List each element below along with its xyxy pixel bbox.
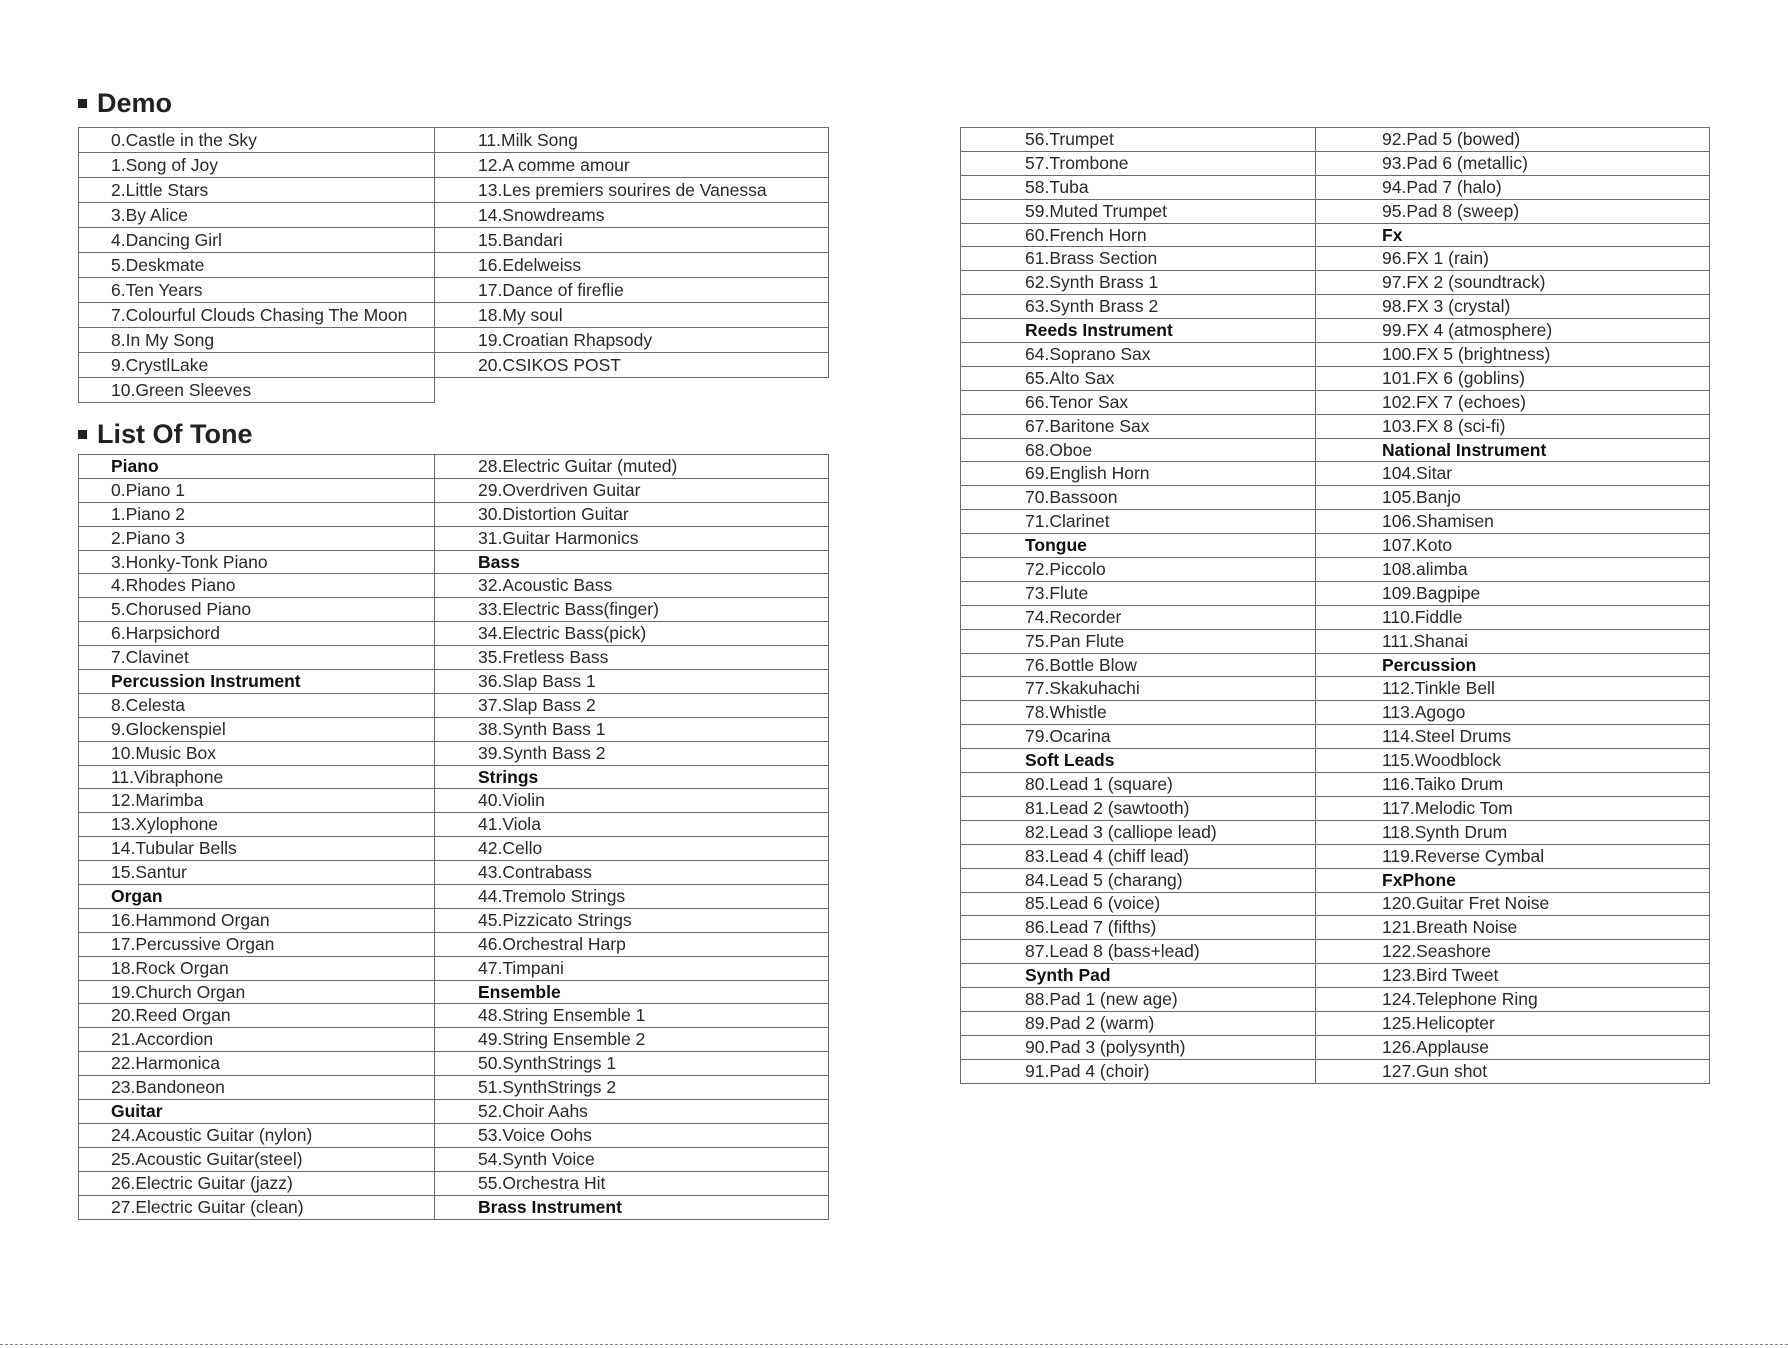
table-row (79, 303, 829, 328)
table-cell: 101.FX 6 (goblins) (1316, 366, 1710, 390)
table-cell: 71.Clarinet (961, 510, 1316, 534)
table-cell: 21.Accordion (79, 1028, 435, 1052)
table-cell: 57.Trombone (961, 151, 1316, 175)
table-cell: 20.Reed Organ (79, 1004, 435, 1028)
table-row (961, 199, 1710, 223)
table-cell: 9.CrystlLake (79, 353, 435, 378)
table-row (79, 670, 829, 694)
table-cell: 4.Rhodes Piano (79, 574, 435, 598)
table-cell: 97.FX 2 (soundtrack) (1316, 271, 1710, 295)
page-edge-line (0, 1344, 1788, 1345)
table-row (79, 128, 829, 153)
table-cell: 38.Synth Bass 1 (435, 717, 829, 741)
table-cell: 7.Colourful Clouds Chasing The Moon (79, 303, 435, 328)
table-cell: 29.Overdriven Guitar (435, 478, 829, 502)
table-cell: 2.Little Stars (79, 178, 435, 203)
table-row (79, 646, 829, 670)
table-cell: 123.Bird Tweet (1316, 964, 1710, 988)
table-row (79, 1195, 829, 1219)
table-cell: 115.Woodblock (1316, 749, 1710, 773)
table-row (79, 741, 829, 765)
table-row (961, 940, 1710, 964)
table-row (961, 175, 1710, 199)
table-cell: 80.Lead 1 (square) (961, 773, 1316, 797)
tone-table-right (960, 127, 1710, 1084)
category-header-cell: Reeds Instrument (961, 319, 1316, 343)
table-cell: 67.Baritone Sax (961, 414, 1316, 438)
table-row (961, 295, 1710, 319)
table-row (79, 478, 829, 502)
table-cell: 126.Applause (1316, 1035, 1710, 1059)
table-row (961, 844, 1710, 868)
table-cell: 78.Whistle (961, 701, 1316, 725)
table-cell: 4.Dancing Girl (79, 228, 435, 253)
table-row (79, 813, 829, 837)
table-cell: 122.Seashore (1316, 940, 1710, 964)
table-row (79, 622, 829, 646)
table-cell: 19.Church Organ (79, 980, 435, 1004)
table-cell: 59.Muted Trumpet (961, 199, 1316, 223)
table-row (79, 574, 829, 598)
table-row (961, 701, 1710, 725)
table-cell: 95.Pad 8 (sweep) (1316, 199, 1710, 223)
category-header-cell: Strings (435, 765, 829, 789)
table-row (961, 868, 1710, 892)
table-cell: 47.Timpani (435, 956, 829, 980)
table-cell: 125.Helicopter (1316, 1011, 1710, 1035)
table-cell: 81.Lead 2 (sawtooth) (961, 796, 1316, 820)
table-cell: 6.Harpsichord (79, 622, 435, 646)
table-row (79, 502, 829, 526)
table-cell: 61.Brass Section (961, 247, 1316, 271)
table-cell: 66.Tenor Sax (961, 390, 1316, 414)
table-cell: 9.Glockenspiel (79, 717, 435, 741)
table-cell: 105.Banjo (1316, 486, 1710, 510)
table-row (961, 390, 1710, 414)
table-cell: 111.Shanai (1316, 629, 1710, 653)
table-row (961, 271, 1710, 295)
table-cell: 56.Trumpet (961, 128, 1316, 152)
table-cell: 0.Piano 1 (79, 478, 435, 502)
table-cell: 55.Orchestra Hit (435, 1171, 829, 1195)
table-cell: 85.Lead 6 (voice) (961, 892, 1316, 916)
table-cell: 100.FX 5 (brightness) (1316, 343, 1710, 367)
table-cell: 83.Lead 4 (chiff lead) (961, 844, 1316, 868)
table-row (79, 789, 829, 813)
table-cell: 8.Celesta (79, 693, 435, 717)
table-row (961, 1059, 1710, 1083)
table-cell: 28.Electric Guitar (muted) (435, 455, 829, 479)
table-cell: 68.Oboe (961, 438, 1316, 462)
table-row (961, 319, 1710, 343)
table-row (79, 598, 829, 622)
table-cell: 102.FX 7 (echoes) (1316, 390, 1710, 414)
table-cell: 18.My soul (435, 303, 829, 328)
table-cell: 91.Pad 4 (choir) (961, 1059, 1316, 1083)
table-cell: 119.Reverse Cymbal (1316, 844, 1710, 868)
table-cell: 7.Clavinet (79, 646, 435, 670)
tone-table-left (78, 454, 829, 1220)
table-row (79, 1076, 829, 1100)
table-cell: 11.Milk Song (435, 128, 829, 153)
category-header-cell: Guitar (79, 1100, 435, 1124)
table-cell: 77.Skakuhachi (961, 677, 1316, 701)
table-cell: 92.Pad 5 (bowed) (1316, 128, 1710, 152)
table-cell: 84.Lead 5 (charang) (961, 868, 1316, 892)
table-row (961, 892, 1710, 916)
category-header-cell: National Instrument (1316, 438, 1710, 462)
category-header-cell: Soft Leads (961, 749, 1316, 773)
table-row (961, 486, 1710, 510)
table-cell: 49.String Ensemble 2 (435, 1028, 829, 1052)
table-cell: 52.Choir Aahs (435, 1100, 829, 1124)
tone-heading (78, 419, 253, 450)
table-cell: 8.In My Song (79, 328, 435, 353)
table-row (961, 749, 1710, 773)
category-header-cell: FxPhone (1316, 868, 1710, 892)
empty-cell (435, 378, 829, 403)
table-cell: 58.Tuba (961, 175, 1316, 199)
table-row (961, 773, 1710, 797)
table-row (961, 653, 1710, 677)
table-cell: 69.English Horn (961, 462, 1316, 486)
table-row (79, 153, 829, 178)
table-cell: 37.Slap Bass 2 (435, 693, 829, 717)
table-cell: 46.Orchestral Harp (435, 932, 829, 956)
table-cell: 113.Agogo (1316, 701, 1710, 725)
table-cell: 72.Piccolo (961, 558, 1316, 582)
table-row (961, 581, 1710, 605)
table-cell: 127.Gun shot (1316, 1059, 1710, 1083)
table-row (79, 1028, 829, 1052)
table-cell: 10.Music Box (79, 741, 435, 765)
table-cell: 124.Telephone Ring (1316, 988, 1710, 1012)
table-cell: 94.Pad 7 (halo) (1316, 175, 1710, 199)
table-cell: 73.Flute (961, 581, 1316, 605)
table-cell: 0.Castle in the Sky (79, 128, 435, 153)
table-row (961, 534, 1710, 558)
demo-heading (78, 88, 172, 119)
category-header-cell: Tongue (961, 534, 1316, 558)
table-row (961, 558, 1710, 582)
table-cell: 108.alimba (1316, 558, 1710, 582)
table-cell: 6.Ten Years (79, 278, 435, 303)
category-header-cell: Synth Pad (961, 964, 1316, 988)
table-cell: 26.Electric Guitar (jazz) (79, 1171, 435, 1195)
table-row (79, 837, 829, 861)
table-cell: 87.Lead 8 (bass+lead) (961, 940, 1316, 964)
table-cell: 50.SynthStrings 1 (435, 1052, 829, 1076)
table-row (79, 956, 829, 980)
table-cell: 48.String Ensemble 1 (435, 1004, 829, 1028)
table-row (961, 438, 1710, 462)
table-cell: 13.Les premiers sourires de Vanessa (435, 178, 829, 203)
table-cell: 112.Tinkle Bell (1316, 677, 1710, 701)
table-cell: 30.Distortion Guitar (435, 502, 829, 526)
table-cell: 15.Santur (79, 861, 435, 885)
table-cell: 12.Marimba (79, 789, 435, 813)
table-cell: 12.A comme amour (435, 153, 829, 178)
table-row (961, 151, 1710, 175)
table-row (79, 717, 829, 741)
table-cell: 99.FX 4 (atmosphere) (1316, 319, 1710, 343)
table-row (79, 253, 829, 278)
table-cell: 103.FX 8 (sci-fi) (1316, 414, 1710, 438)
table-cell: 117.Melodic Tom (1316, 796, 1710, 820)
table-cell: 76.Bottle Blow (961, 653, 1316, 677)
table-cell: 3.By Alice (79, 203, 435, 228)
table-row (79, 1100, 829, 1124)
table-row (79, 328, 829, 353)
demo-table (78, 127, 829, 403)
table-cell: 114.Steel Drums (1316, 725, 1710, 749)
table-row (961, 366, 1710, 390)
table-cell: 45.Pizzicato Strings (435, 908, 829, 932)
table-cell: 32.Acoustic Bass (435, 574, 829, 598)
category-header-cell: Percussion (1316, 653, 1710, 677)
table-row (79, 932, 829, 956)
table-row (961, 128, 1710, 152)
table-cell: 86.Lead 7 (fifths) (961, 916, 1316, 940)
table-row (79, 550, 829, 574)
table-cell: 1.Song of Joy (79, 153, 435, 178)
table-cell: 51.SynthStrings 2 (435, 1076, 829, 1100)
table-cell: 64.Soprano Sax (961, 343, 1316, 367)
table-row (961, 462, 1710, 486)
table-cell: 10.Green Sleeves (79, 378, 435, 403)
table-cell: 107.Koto (1316, 534, 1710, 558)
category-header-cell: Piano (79, 455, 435, 479)
category-header-cell: Organ (79, 885, 435, 909)
category-header-cell: Ensemble (435, 980, 829, 1004)
table-row (961, 916, 1710, 940)
table-cell: 106.Shamisen (1316, 510, 1710, 534)
table-cell: 17.Dance of fireflie (435, 278, 829, 303)
table-cell: 27.Electric Guitar (clean) (79, 1195, 435, 1219)
table-cell: 22.Harmonica (79, 1052, 435, 1076)
table-cell: 5.Chorused Piano (79, 598, 435, 622)
table-cell: 65.Alto Sax (961, 366, 1316, 390)
table-cell: 62.Synth Brass 1 (961, 271, 1316, 295)
table-cell: 1.Piano 2 (79, 502, 435, 526)
table-cell: 44.Tremolo Strings (435, 885, 829, 909)
table-cell: 89.Pad 2 (warm) (961, 1011, 1316, 1035)
table-row (79, 1004, 829, 1028)
table-row (79, 526, 829, 550)
table-cell: 16.Edelweiss (435, 253, 829, 278)
table-cell: 121.Breath Noise (1316, 916, 1710, 940)
table-cell: 70.Bassoon (961, 486, 1316, 510)
table-cell: 96.FX 1 (rain) (1316, 247, 1710, 271)
table-row (79, 1171, 829, 1195)
square-bullet-icon (78, 430, 87, 439)
table-row (961, 677, 1710, 701)
table-cell: 54.Synth Voice (435, 1147, 829, 1171)
table-row (79, 885, 829, 909)
table-row (79, 455, 829, 479)
table-cell: 41.Viola (435, 813, 829, 837)
table-row (961, 725, 1710, 749)
table-cell: 24.Acoustic Guitar (nylon) (79, 1123, 435, 1147)
table-cell: 25.Acoustic Guitar(steel) (79, 1147, 435, 1171)
table-row (79, 980, 829, 1004)
table-cell: 75.Pan Flute (961, 629, 1316, 653)
table-row (79, 693, 829, 717)
table-row (961, 820, 1710, 844)
table-cell: 39.Synth Bass 2 (435, 741, 829, 765)
table-cell: 23.Bandoneon (79, 1076, 435, 1100)
table-cell: 116.Taiko Drum (1316, 773, 1710, 797)
table-cell: 14.Tubular Bells (79, 837, 435, 861)
table-cell: 19.Croatian Rhapsody (435, 328, 829, 353)
table-cell: 104.Sitar (1316, 462, 1710, 486)
table-cell: 118.Synth Drum (1316, 820, 1710, 844)
table-cell: 33.Electric Bass(finger) (435, 598, 829, 622)
table-row (79, 178, 829, 203)
table-row (79, 908, 829, 932)
table-row (961, 964, 1710, 988)
table-cell: 43.Contrabass (435, 861, 829, 885)
table-cell: 3.Honky-Tonk Piano (79, 550, 435, 574)
table-cell: 53.Voice Oohs (435, 1123, 829, 1147)
table-cell: 93.Pad 6 (metallic) (1316, 151, 1710, 175)
category-header-cell: Bass (435, 550, 829, 574)
tone-title: List Of Tone (97, 419, 253, 449)
square-bullet-icon (78, 99, 87, 108)
table-row (961, 796, 1710, 820)
table-row (79, 203, 829, 228)
table-row (79, 1147, 829, 1171)
table-cell: 63.Synth Brass 2 (961, 295, 1316, 319)
table-row (961, 247, 1710, 271)
table-row (79, 1123, 829, 1147)
table-row (961, 510, 1710, 534)
table-cell: 16.Hammond Organ (79, 908, 435, 932)
table-row (961, 414, 1710, 438)
table-cell: 36.Slap Bass 1 (435, 670, 829, 694)
table-cell: 31.Guitar Harmonics (435, 526, 829, 550)
table-row (961, 605, 1710, 629)
table-cell: 42.Cello (435, 837, 829, 861)
table-row (79, 378, 829, 403)
table-row (961, 223, 1710, 247)
category-header-cell: Percussion Instrument (79, 670, 435, 694)
table-cell: 98.FX 3 (crystal) (1316, 295, 1710, 319)
table-row (79, 861, 829, 885)
table-cell: 15.Bandari (435, 228, 829, 253)
table-cell: 110.Fiddle (1316, 605, 1710, 629)
table-cell: 79.Ocarina (961, 725, 1316, 749)
table-cell: 90.Pad 3 (polysynth) (961, 1035, 1316, 1059)
table-row (79, 765, 829, 789)
table-row (79, 1052, 829, 1076)
table-cell: 88.Pad 1 (new age) (961, 988, 1316, 1012)
table-cell: 40.Violin (435, 789, 829, 813)
table-cell: 35.Fretless Bass (435, 646, 829, 670)
table-row (79, 228, 829, 253)
table-cell: 120.Guitar Fret Noise (1316, 892, 1710, 916)
table-row (79, 278, 829, 303)
table-cell: 18.Rock Organ (79, 956, 435, 980)
table-cell: 74.Recorder (961, 605, 1316, 629)
table-cell: 17.Percussive Organ (79, 932, 435, 956)
table-row (961, 1035, 1710, 1059)
table-cell: 2.Piano 3 (79, 526, 435, 550)
table-cell: 20.CSIKOS POST (435, 353, 829, 378)
table-row (961, 988, 1710, 1012)
table-cell: 13.Xylophone (79, 813, 435, 837)
table-cell: 11.Vibraphone (79, 765, 435, 789)
table-row (961, 629, 1710, 653)
table-cell: 60.French Horn (961, 223, 1316, 247)
table-cell: 82.Lead 3 (calliope lead) (961, 820, 1316, 844)
table-cell: 34.Electric Bass(pick) (435, 622, 829, 646)
table-row (79, 353, 829, 378)
table-row (961, 343, 1710, 367)
category-header-cell: Brass Instrument (435, 1195, 829, 1219)
demo-title: Demo (97, 88, 173, 118)
table-cell: 109.Bagpipe (1316, 581, 1710, 605)
table-row (961, 1011, 1710, 1035)
table-cell: 5.Deskmate (79, 253, 435, 278)
table-cell: 14.Snowdreams (435, 203, 829, 228)
category-header-cell: Fx (1316, 223, 1710, 247)
